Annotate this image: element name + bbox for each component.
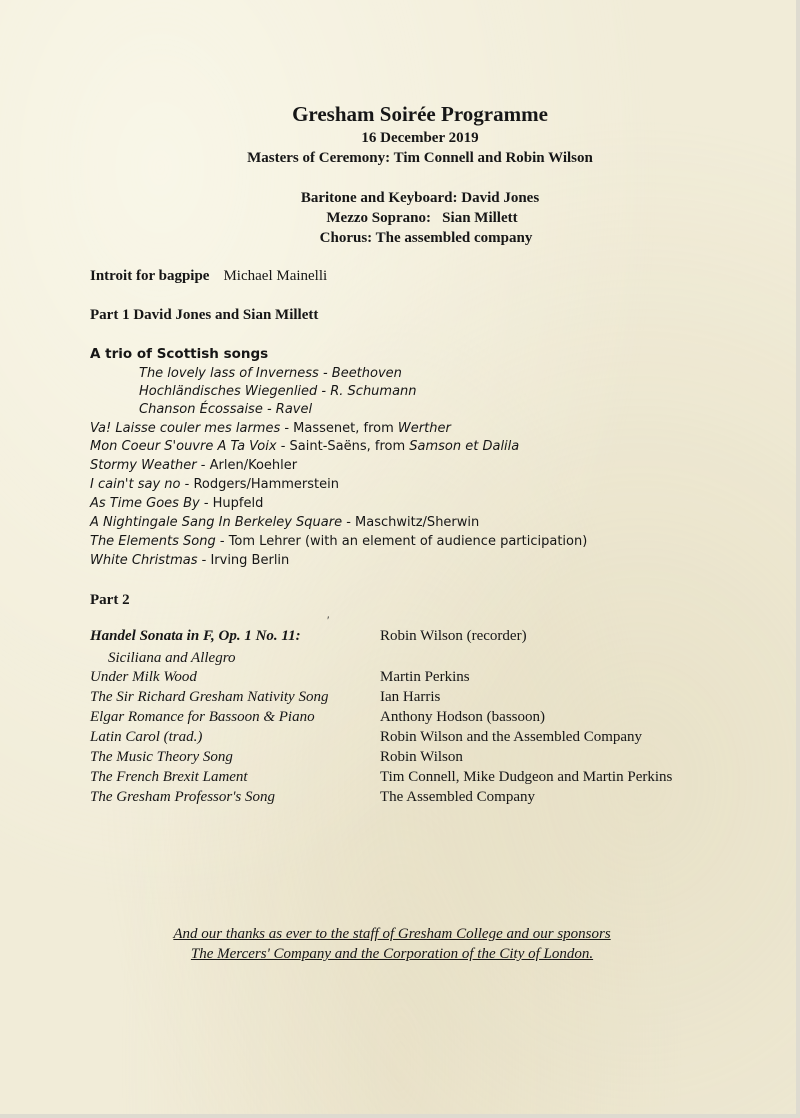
trio-song: Hochländisches Wiegenlied - R. Schumann bbox=[139, 384, 417, 399]
item-title: The Gresham Professor's Song bbox=[90, 789, 276, 805]
song-item: Mon Coeur S'ouvre A Ta Voix - Saint-Saëns, from Samson et Dalila bbox=[90, 439, 520, 454]
song-item: Stormy Weather - Arlen/Koehler bbox=[90, 458, 298, 473]
baritone-credit: Baritone and Keyboard: David Jones bbox=[300, 190, 540, 206]
trio-heading: A trio of Scottish songs bbox=[90, 346, 269, 362]
trio-song: The lovely lass of Inverness - Beethoven bbox=[139, 366, 402, 381]
sponsors-line: The Mercers' Company and the Corporation of the City of London. bbox=[190, 946, 594, 962]
item-title: Handel Sonata in F, Op. 1 No. 11: bbox=[90, 628, 301, 644]
event-date: 16 December 2019 bbox=[361, 130, 479, 146]
introit-performer: Michael Mainelli bbox=[223, 268, 328, 284]
chorus-credit: Chorus: The assembled company bbox=[319, 230, 533, 246]
handel-subtitle: Siciliana and Allegro bbox=[108, 650, 236, 666]
song-item: I cain't say no - Rodgers/Hammerstein bbox=[90, 477, 339, 492]
item-title: Latin Carol (trad.) bbox=[90, 729, 203, 745]
item-performer: The Assembled Company bbox=[380, 789, 535, 805]
item-performer: Robin Wilson bbox=[380, 749, 463, 765]
thanks-line: And our thanks as ever to the staff of Gresham College and our sponsors bbox=[173, 926, 611, 942]
item-title: The French Brexit Lament bbox=[90, 769, 248, 785]
song-item: White Christmas - Irving Berlin bbox=[90, 553, 290, 568]
item-title: Elgar Romance for Bassoon & Piano bbox=[90, 709, 315, 725]
part1-heading: Part 1 David Jones and Sian Millett bbox=[90, 307, 319, 323]
item-title: The Music Theory Song bbox=[90, 749, 233, 765]
item-performer: Robin Wilson and the Assembled Company bbox=[380, 729, 643, 745]
song-item: The Elements Song - Tom Lehrer (with an element of audience participation) bbox=[90, 534, 588, 549]
item-performer: Robin Wilson (recorder) bbox=[380, 628, 527, 644]
item-performer: Martin Perkins bbox=[380, 669, 470, 685]
trio-song: Chanson Écossaise - Ravel bbox=[139, 402, 313, 417]
song-item: Va! Laisse couler mes larmes - Massenet, from Werther bbox=[90, 421, 451, 436]
introit-line bbox=[90, 268, 327, 285]
item-performer: Anthony Hodson (bassoon) bbox=[380, 709, 545, 725]
item-title: The Sir Richard Gresham Nativity Song bbox=[90, 689, 329, 705]
item-performer: Tim Connell, Mike Dudgeon and Martin Perkins bbox=[380, 769, 673, 785]
song-item: A Nightingale Sang In Berkeley Square - Maschwitz/Sherwin bbox=[90, 515, 480, 530]
pen-mark: ′ bbox=[327, 613, 330, 627]
introit-label: Introit for bagpipe bbox=[90, 268, 210, 284]
item-performer: Ian Harris bbox=[380, 689, 441, 705]
page-title: Gresham Soirée Programme bbox=[292, 102, 548, 126]
part2-heading: Part 2 bbox=[90, 592, 130, 608]
item-title: Under Milk Wood bbox=[90, 669, 197, 685]
masters-of-ceremony: Masters of Ceremony: Tim Connell and Robin Wilson bbox=[247, 150, 593, 166]
mezzo-credit: Mezzo Soprano: Sian Millett bbox=[326, 210, 518, 226]
song-item: As Time Goes By - Hupfeld bbox=[90, 496, 264, 511]
